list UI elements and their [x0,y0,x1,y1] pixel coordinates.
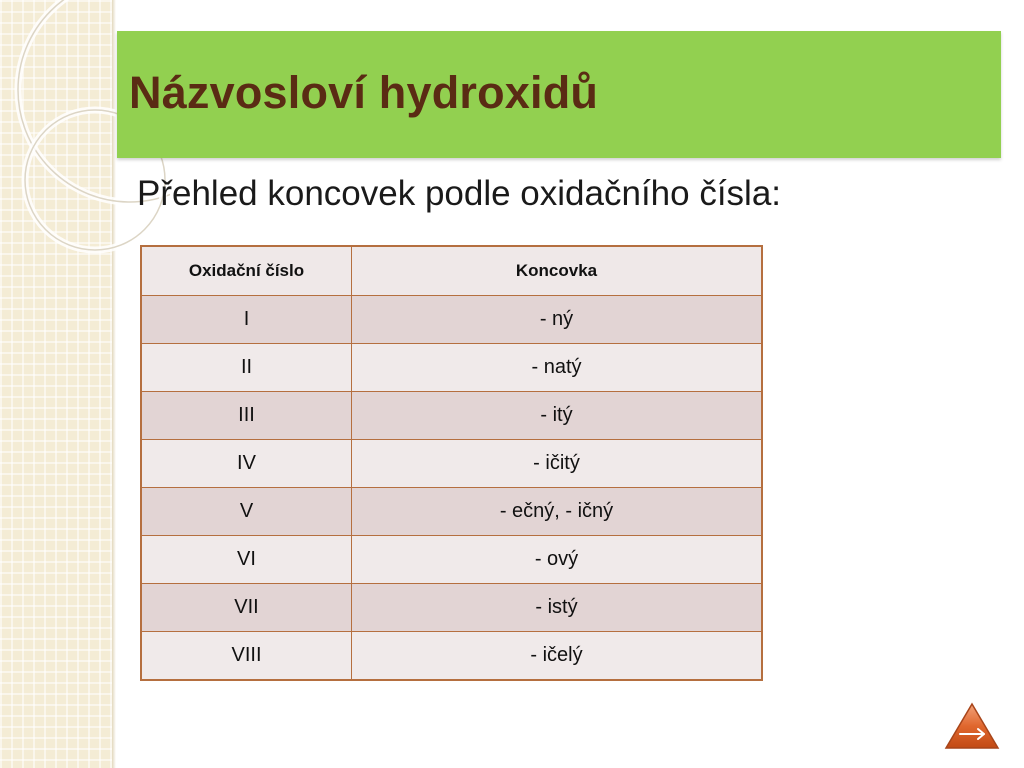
ending-cell: - ný [352,296,763,344]
ending-cell: - ičelý [352,632,763,681]
table-row [141,344,762,392]
table-header-row [141,246,762,296]
title-bar [117,31,1001,158]
header-ending: Koncovka [352,246,763,296]
endings-table [140,245,763,681]
table-row [141,296,762,344]
oxidation-number-cell: VII [141,584,352,632]
oxidation-number-cell: I [141,296,352,344]
oxidation-number-cell: IV [141,440,352,488]
ending-cell: - istý [352,584,763,632]
oxidation-number-cell: VIII [141,632,352,681]
table-row [141,536,762,584]
table-row [141,632,762,681]
oxidation-number-cell: III [141,392,352,440]
ending-cell: - natý [352,344,763,392]
slide-subtitle: Přehled koncovek podle oxidačního čísla: [137,174,782,213]
ending-cell: - itý [352,392,763,440]
table-row [141,440,762,488]
ending-cell: - ečný, - ičný [352,488,763,536]
slide-title: Názvosloví hydroxidů [129,67,599,118]
ending-cell: - ičitý [352,440,763,488]
table-row [141,584,762,632]
oxidation-number-cell: V [141,488,352,536]
next-slide-button[interactable] [944,702,1000,750]
table-row [141,392,762,440]
oxidation-number-cell: VI [141,536,352,584]
header-oxidation-number: Oxidační číslo [141,246,352,296]
table-row [141,488,762,536]
oxidation-number-cell: II [141,344,352,392]
ending-cell: - ový [352,536,763,584]
